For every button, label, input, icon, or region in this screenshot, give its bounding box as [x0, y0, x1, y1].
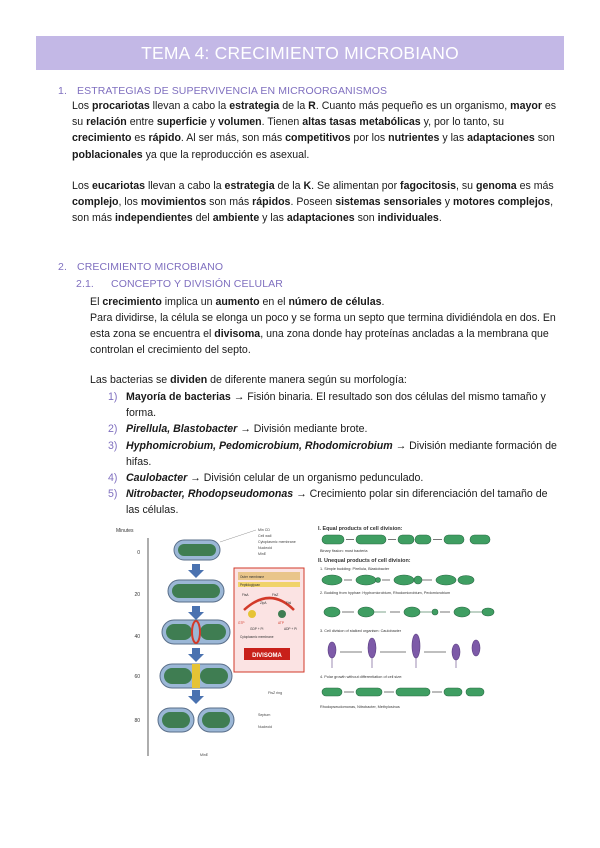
- bold-term: R: [308, 100, 316, 112]
- text-run: . Poseen: [290, 196, 336, 209]
- bold-term: competitivos: [285, 132, 351, 145]
- text-run: es: [131, 132, 149, 145]
- bold-term: procariotas: [92, 100, 150, 112]
- text-run: Los: [72, 100, 93, 112]
- figure-label: MinE: [258, 552, 267, 556]
- inset-label: Outer membrane: [240, 575, 265, 579]
- section-heading-2: [58, 261, 223, 273]
- text-run: . Cuanto más pequeño es un organismo,: [315, 100, 511, 112]
- tick-label: 60: [134, 674, 140, 680]
- paragraph-crecimiento: [90, 294, 564, 310]
- paragraph-bacterias: [90, 372, 564, 388]
- bold-term: aumento: [215, 296, 260, 308]
- paragraph-division: [90, 310, 564, 359]
- text-run: y, por lo tanto, su: [420, 116, 505, 129]
- text-run: . Al ser más, son más: [180, 132, 286, 145]
- paragraph-procariotas: [72, 98, 564, 163]
- text-run: de la: [279, 100, 309, 112]
- list-item: [108, 470, 563, 486]
- inset-label: FtsI: [286, 601, 292, 605]
- text-run: . Tienen: [261, 116, 303, 129]
- division-list: [108, 389, 563, 519]
- text-run: Para dividirse, la célula se elonga un poco y se forma un septo que termina dividiéndola en dos. En esta zona se encuentra el: [90, 312, 556, 341]
- bold-term: dividen: [170, 374, 208, 386]
- text-run: entre: [126, 116, 157, 129]
- page-title: TEMA 4: CRECIMIENTO MICROBIANO: [141, 43, 459, 63]
- list-number: 4): [108, 472, 118, 485]
- text-run: ya que la reproducción es asexual.: [142, 148, 310, 161]
- text-run: de diferente manera según su morfología:: [207, 374, 407, 386]
- inset-label: ADP + Pi: [284, 627, 297, 631]
- bold-term: motores complejos: [453, 196, 551, 209]
- text-run: llevan a cabo la: [145, 180, 225, 192]
- tick-label: 0: [137, 550, 140, 556]
- figure-heading: I. Equal products of cell division:: [318, 526, 403, 532]
- bold-term: poblacionales: [72, 148, 143, 161]
- bold-term: crecimiento: [72, 132, 132, 145]
- axis-title: Minutes: [116, 528, 134, 534]
- text-run: implica un: [161, 296, 216, 308]
- text-run: es más: [516, 180, 554, 192]
- text-run: por los: [350, 132, 389, 145]
- text-run: del: [192, 212, 213, 225]
- list-item: [108, 389, 563, 421]
- list-number: 1): [108, 391, 118, 403]
- inset-label: FtsA: [242, 593, 249, 597]
- bold-term: rápido: [148, 132, 181, 145]
- figure-label: Cell wall: [258, 534, 272, 538]
- figure-caption: 3. Cell division of stalked organism: Caulobacter: [320, 629, 402, 633]
- bold-term: nutrientes: [388, 132, 440, 145]
- title-banner: [36, 36, 564, 70]
- bold-term: ambiente: [212, 212, 260, 225]
- figure-caption: 4. Polar growth without differentiation of cell size:: [320, 675, 403, 679]
- division-types-figure: [316, 522, 536, 716]
- text-run: , son más: [72, 196, 554, 225]
- text-run: es su: [72, 100, 557, 129]
- text-run: Los: [72, 180, 93, 192]
- subsection-title: CONCEPTO Y DIVISIÓN CELULAR: [111, 278, 283, 290]
- bold-term: Nitrobacter, Rhodopseudomonas: [126, 488, 294, 501]
- figure-caption: 1. Simple budding: Pirellula, Blastobacter: [320, 567, 390, 571]
- text-run: . Se alimentan por: [311, 180, 401, 192]
- cell-stage-4: [160, 664, 232, 688]
- text-run: en el: [259, 296, 289, 308]
- text-run: llevan a cabo la: [149, 100, 230, 112]
- paragraph-eucariotas: [72, 178, 564, 227]
- bold-term: mayor: [510, 100, 542, 112]
- inset-label: Cytoplasmic membrane: [240, 635, 274, 639]
- text-run: .: [381, 296, 385, 308]
- text-run: y: [441, 196, 453, 209]
- bold-term: rápidos: [252, 196, 291, 209]
- text-run: → Crecimiento polar sin diferenciación del tamaño de las células.: [126, 488, 548, 517]
- bold-term: genoma: [476, 180, 517, 192]
- list-item: [108, 438, 563, 470]
- text-run: → División mediante formación de hifas.: [126, 439, 557, 468]
- inset-label: GTP: [238, 621, 245, 625]
- figure-label: MinE: [200, 753, 209, 757]
- inset-label: ZipA: [260, 601, 267, 605]
- text-run: son más: [206, 196, 253, 209]
- bold-term: estrategia: [224, 180, 275, 192]
- cell-stage-3: [162, 620, 230, 644]
- figure-caption: Binary fission: most bacteria: [320, 549, 368, 553]
- bold-term: crecimiento: [102, 296, 162, 308]
- bold-term: estrategia: [229, 100, 280, 112]
- figure-heading: II. Unequal products of cell division:: [318, 558, 411, 564]
- bold-term: número de células: [288, 296, 382, 308]
- inset-label: FtsZ: [272, 593, 279, 597]
- bold-term: movimientos: [140, 196, 207, 209]
- subsection-number: 2.1.: [76, 278, 94, 290]
- section-heading-1: [58, 85, 387, 97]
- bold-term: adaptaciones: [286, 212, 355, 225]
- text-run: El: [90, 296, 103, 308]
- section-title: ESTRATEGIAS DE SUPERVIVENCIA EN MICROORGANISMOS: [77, 85, 388, 97]
- inset-label: GDP + Pi: [250, 627, 264, 631]
- bold-term: Hyphomicrobium, Pedomicrobium, Rhodomicrobium: [126, 439, 393, 452]
- bold-term: Caulobacter: [126, 472, 188, 485]
- subsection-heading: [76, 278, 283, 290]
- figure-label: Nucleoid: [258, 725, 272, 729]
- text-run: y las: [439, 132, 468, 145]
- figure-label: Min CD: [258, 528, 270, 532]
- bold-term: Pirellula, Blastobacter: [126, 423, 238, 436]
- inset-label: ATP: [278, 621, 284, 625]
- bold-term: fagocitosis: [400, 180, 456, 192]
- list-number: 5): [108, 488, 118, 501]
- text-run: Las bacterias se: [90, 374, 171, 386]
- bold-term: relación: [86, 116, 127, 129]
- text-run: → División mediante brote.: [237, 423, 368, 436]
- text-run: → División celular de un organismo pedunculado.: [187, 472, 424, 485]
- text-run: , los: [118, 196, 141, 209]
- text-run: de la: [274, 180, 304, 192]
- bold-term: divisoma: [214, 328, 261, 341]
- tick-label: 80: [134, 718, 140, 724]
- list-number: 2): [108, 423, 118, 436]
- bold-term: individuales: [377, 212, 439, 225]
- figure-caption: 2. Budding from hyphae: Hyphomicrobium, Rhodomicrobium, Pedomicrobium: [320, 591, 451, 595]
- text-run: → Fisión binaria. El resultado son dos células del mismo tamaño y forma.: [126, 391, 546, 420]
- cell-division-figure: [110, 520, 306, 764]
- figure-label: FtsZ ring: [268, 691, 283, 695]
- divisoma-label: DIVISOMA: [252, 653, 282, 659]
- tick-label: 20: [134, 592, 140, 598]
- section-number: 1.: [58, 85, 67, 97]
- inset-label: Peptidoglycan: [240, 583, 261, 587]
- figure-caption: Rhodopseudomonas, Nitrobacter, Methylosinus: [320, 705, 400, 709]
- text-run: , su: [455, 180, 477, 192]
- text-run: son: [534, 132, 555, 145]
- figure-label: Septum: [258, 713, 271, 717]
- bold-term: eucariotas: [92, 180, 146, 192]
- text-run: .: [438, 212, 442, 225]
- text-run: y: [206, 116, 219, 129]
- bold-term: Mayoría de bacterias: [126, 391, 231, 403]
- bold-term: complejo: [72, 196, 119, 209]
- bold-term: adaptaciones: [467, 132, 535, 145]
- text-run: , una zona donde hay proteínas ancladas a la membrana que controlan el crecimiento del septo.: [90, 328, 549, 357]
- list-item: [108, 486, 563, 518]
- figure-label: Cytoplasmic membrane: [258, 540, 296, 544]
- cell-stage-1: [174, 540, 220, 560]
- bold-term: independientes: [114, 212, 193, 225]
- bold-term: superficie: [156, 116, 207, 129]
- bold-term: altas tasas metabólicas: [302, 116, 421, 129]
- text-run: y las: [259, 212, 287, 225]
- figure-label: Nucleoid: [258, 546, 272, 550]
- section-title: CRECIMIENTO MICROBIANO: [77, 261, 224, 273]
- bold-term: K: [303, 180, 312, 192]
- tick-label: 40: [134, 634, 140, 640]
- divisome-inset: [234, 568, 304, 672]
- cell-stage-2: [168, 580, 224, 602]
- text-run: son: [354, 212, 378, 225]
- bold-term: sistemas sensoriales: [335, 196, 442, 209]
- list-number: 3): [108, 439, 118, 452]
- section-number: 2.: [58, 261, 67, 273]
- bold-term: volumen: [218, 116, 262, 129]
- list-item: [108, 421, 563, 437]
